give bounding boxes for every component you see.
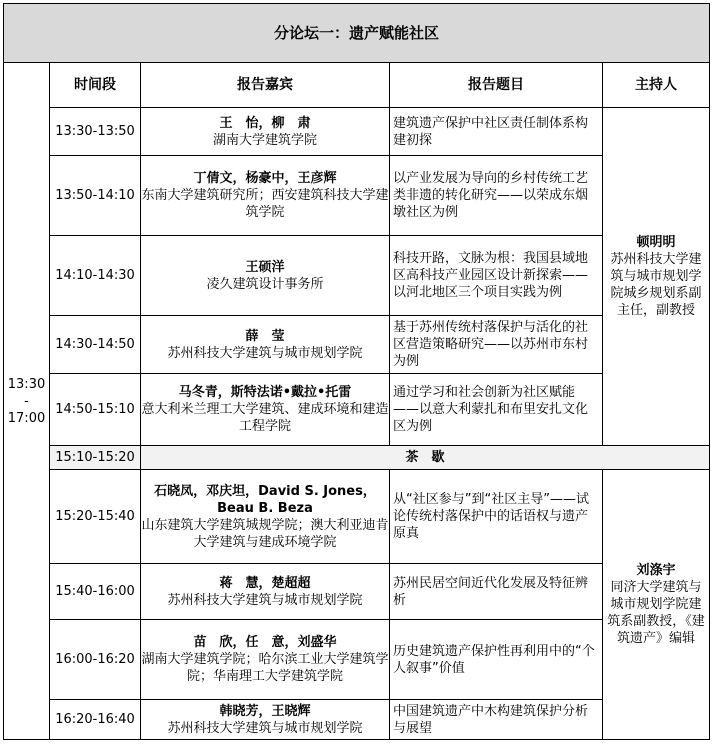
speaker-institution: 湖南大学建筑学院 [212,132,317,148]
speaker-institution: 东南大学建筑研究所；西安建筑科技大学建筑学院 [141,188,389,220]
row-topic: 科技开路，文脉为根：我国县域地区高科技产业园区设计新探索——以河北地区三个项目实践为例 [390,236,603,316]
speaker-institution: 山东建筑大学建筑城规学院；澳大利亚迪肯大学建筑与建成环境学院 [141,517,389,550]
break-row [4,446,710,470]
speaker-names: 薛 莹 [245,328,285,344]
table-row [4,108,710,156]
speaker-institution: 苏州科技大学建筑与城市规划学院 [167,345,363,361]
tea-break-label: 茶 歇 [141,446,710,470]
row-time: 15:10-15:20 [50,446,141,470]
row-speaker [141,470,390,564]
row-speaker [141,236,390,316]
row-time: 15:40-16:00 [50,564,141,620]
row-time: 13:50-14:10 [50,156,141,236]
forum-title: 分论坛一：遗产赋能社区 [4,4,710,63]
speaker-names: 苗 欣，任 意，刘盛华 [193,635,337,650]
row-speaker [141,564,390,620]
speaker-names: 蒋 慧，楚超超 [219,575,311,591]
host-cell-2 [603,470,710,740]
host-name: 刘涤宇 [636,563,676,578]
row-speaker [141,700,390,740]
host-description: 苏州科技大学建筑与城市规划学院城乡规划系副主任，副教授 [610,252,702,318]
row-topic: 苏州民居空间近代化发展及特征辨析 [390,564,603,620]
row-topic: 历史建筑遗产保护性再利用中的“个人叙事”价值 [390,620,603,700]
row-topic: 通过学习和社会创新为社区赋能——以意大利蒙扎和布里安扎文化区为例 [390,374,603,446]
row-speaker [141,108,390,156]
host-name: 顿明明 [636,235,676,250]
row-topic: 以产业发展为导向的乡村传统工艺类非遗的转化研究——以荣成东烟墩社区为例 [390,156,603,236]
header-row [4,63,710,108]
speaker-institution: 苏州科技大学建筑与城市规划学院 [167,592,363,608]
speaker-institution: 苏州科技大学建筑与城市规划学院 [167,720,363,736]
row-time: 15:20-15:40 [50,470,141,564]
speaker-names: 王 怡，柳 肃 [219,115,311,131]
row-time: 13:30-13:50 [50,108,141,156]
forum-schedule-table [3,3,710,740]
row-time: 14:10-14:30 [50,236,141,316]
session-end: 17:00 [7,410,46,426]
row-speaker [141,620,390,700]
column-header-time: 时间段 [50,63,141,108]
column-header-speaker: 报告嘉宾 [141,63,390,108]
table-row [4,470,710,564]
row-topic: 基于苏州传统村落保护与活化的社区营造策略研究——以苏州市东村为例 [390,316,603,374]
session-start: 13:30 [7,376,46,392]
speaker-names: 王硕洋 [245,259,285,275]
speaker-names: 石晓凤，邓庆坦，David S. Jones，Beau B. Beza [154,483,376,516]
host-description: 同济大学建筑与城市规划学院建筑系副教授，《建筑遗产》编辑 [607,580,705,646]
column-header-host: 主持人 [603,63,710,108]
speaker-institution: 湖南大学建筑学院；哈尔滨工业大学建筑学院；华南理工大学建筑学院 [141,652,389,684]
row-speaker [141,156,390,236]
row-topic: 从“社区参与”到“社区主导”——试论传统村落保护中的话语权与遗产原真 [390,470,603,564]
row-time: 16:20-16:40 [50,700,141,740]
speaker-names: 丁倩文，杨豪中，王彦辉 [193,171,337,186]
row-speaker [141,316,390,374]
row-time: 14:50-15:10 [50,374,141,446]
row-time: 16:00-16:20 [50,620,141,700]
row-topic: 中国建筑遗产中木构建筑保护分析与展望 [390,700,603,740]
host-cell-1 [603,108,710,446]
speaker-names: 韩晓芳，王晓辉 [219,703,311,719]
session-dash: - [24,393,29,409]
column-header-topic: 报告题目 [390,63,603,108]
speaker-institution: 意大利米兰理工大学建筑、建成环境和建造工程学院 [141,402,389,434]
row-topic: 建筑遗产保护中社区责任制体系构建初探 [390,108,603,156]
session-time-cell [4,63,50,740]
row-speaker [141,374,390,446]
title-row [4,4,710,63]
speaker-names: 马冬青，斯特法诺•戴拉•托雷 [178,385,352,400]
row-time: 14:30-14:50 [50,316,141,374]
speaker-institution: 凌久建筑设计事务所 [206,276,324,292]
